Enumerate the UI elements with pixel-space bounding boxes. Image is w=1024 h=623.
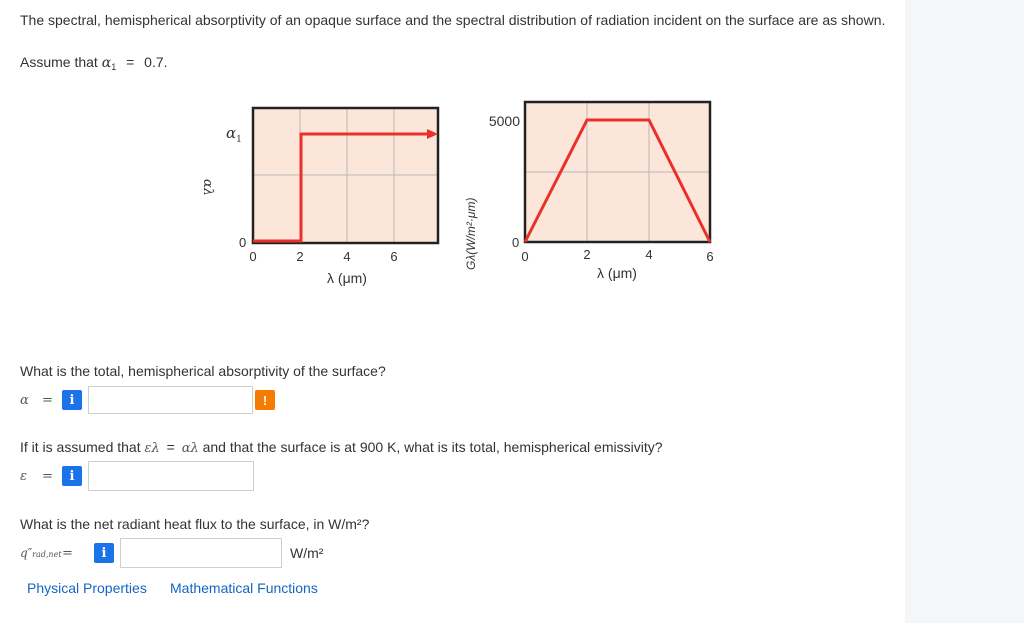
q3-symbol: q″rad,net	[20, 546, 62, 560]
abs-x-axis-label: λ (μm)	[327, 270, 367, 286]
q2-prompt	[20, 438, 663, 458]
absorptivity-chart	[200, 108, 438, 286]
abs-x-tick-4: 4	[343, 249, 351, 264]
mathematical-functions-link[interactable]: Mathematical Functions	[170, 580, 318, 596]
irr-x-axis-label: λ (μm)	[597, 265, 637, 281]
irr-x-tick-6: 6	[706, 249, 714, 264]
assume-text: Assume that	[20, 54, 98, 70]
q2-cond-right: αλ	[181, 441, 199, 456]
abs-y-zero: 0	[239, 235, 247, 250]
q3-unit: W/m²	[290, 545, 324, 561]
page-gutter	[905, 0, 1024, 623]
irr-y-top: 5000	[488, 113, 520, 129]
irr-x-tick-0: 0	[521, 249, 529, 264]
q1-symbol: α	[20, 392, 29, 408]
q2-cond-left: ελ	[144, 441, 160, 456]
physical-properties-link[interactable]: Physical Properties	[27, 580, 147, 596]
q1-eq: =	[42, 392, 53, 408]
q1-info-icon[interactable]: i	[62, 390, 82, 410]
irr-x-tick-4: 4	[645, 247, 653, 262]
q2-prompt-start: If it is assumed that	[20, 439, 141, 455]
problem-intro: The spectral, hemispherical absorptivity of an opaque surface and the spectral distribution of radiation incident on the surface are as shown.	[20, 12, 886, 28]
q1-answer-input[interactable]	[88, 386, 253, 414]
q3-prompt: What is the net radiant heat flux to the surface, in W/m²?	[20, 516, 370, 532]
irr-y-axis-label: Gλ(W/m²·μm)	[464, 197, 478, 270]
alpha1-label: $\alpha_1$	[226, 124, 242, 145]
assume-sub: 1	[111, 62, 117, 72]
assumption	[20, 53, 168, 76]
q3-answer-row	[20, 538, 323, 568]
abs-x-tick-2: 2	[296, 249, 304, 264]
problem-figure	[180, 95, 740, 295]
q2-eq: =	[42, 468, 53, 484]
irr-y-zero: 0	[512, 235, 520, 250]
q1-warning-icon[interactable]: !	[255, 390, 275, 410]
q2-answer-input[interactable]	[88, 461, 254, 491]
q2-answer-row	[20, 461, 254, 491]
q2-prompt-end: and that the surface is at 900 K, what is its total, hemispherical emissivity?	[202, 439, 663, 455]
abs-y-axis-label: αλ	[200, 179, 215, 197]
abs-x-tick-6: 6	[390, 249, 398, 264]
q1-prompt: What is the total, hemispherical absorptivity of the surface?	[20, 363, 386, 379]
q3-eq: =	[62, 545, 73, 561]
irr-x-tick-2: 2	[583, 247, 591, 262]
q3-answer-input[interactable]	[120, 538, 282, 568]
q3-info-icon[interactable]: i	[94, 543, 114, 563]
q2-info-icon[interactable]: i	[62, 466, 82, 486]
q2-cond-eq: =	[166, 439, 175, 455]
assume-symbol: α	[101, 55, 112, 71]
assume-eq: =	[126, 54, 135, 70]
abs-x-tick-0: 0	[249, 249, 257, 264]
irradiation-chart	[464, 102, 714, 281]
q1-answer-row	[20, 386, 275, 414]
q2-symbol: ε	[20, 468, 27, 484]
assume-value: 0.7.	[144, 54, 168, 70]
